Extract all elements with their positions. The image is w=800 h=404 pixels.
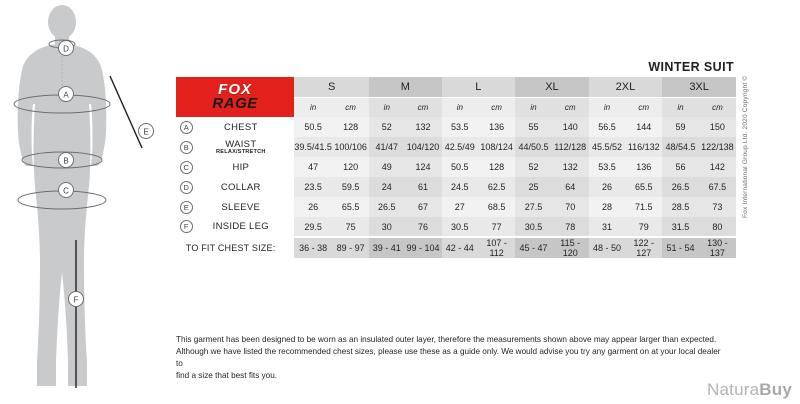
cell: 76 [404, 217, 441, 237]
cell: 28.5 [662, 197, 699, 217]
cell: 62.5 [478, 177, 515, 197]
cell: 44/50.5 [515, 137, 552, 157]
fit-chest-size-label: TO FIT CHEST SIZE: [176, 237, 294, 258]
cell: 108/124 [478, 137, 515, 157]
row-badge [176, 177, 196, 197]
cell: 48/54.5 [662, 137, 699, 157]
unit-xl-in: in [515, 97, 552, 117]
row-label-waist: WAIST RELAX/STRETCH [196, 137, 294, 157]
cell: 104/120 [404, 137, 441, 157]
cell: 116/132 [625, 137, 662, 157]
cell: 64 [552, 177, 589, 197]
cell: 78 [552, 217, 589, 237]
cell: 53.5 [589, 157, 626, 177]
size-col-l: L [442, 77, 516, 97]
cell: 41/47 [369, 137, 404, 157]
cell: 31 [589, 217, 626, 237]
row-badge [176, 217, 196, 237]
cell: 89 - 97 [332, 237, 369, 258]
cell: 136 [625, 157, 662, 177]
cell: 61 [404, 177, 441, 197]
cell: 47 [294, 157, 332, 177]
page-title: WINTER SUIT [648, 60, 734, 74]
row-label-chest: CHEST [196, 117, 294, 137]
cell: 80 [699, 217, 736, 237]
watermark [707, 380, 792, 400]
table-row [176, 197, 736, 217]
unit-xl-cm: cm [552, 97, 589, 117]
cell: 28 [589, 197, 626, 217]
cell: 27.5 [515, 197, 552, 217]
cell: 39 - 41 [369, 237, 404, 258]
cell: 30.5 [442, 217, 479, 237]
unit-s-in: in [294, 97, 332, 117]
figure-marker-e: E [143, 127, 149, 137]
table-row [176, 157, 736, 177]
cell: 77 [478, 217, 515, 237]
cell: 150 [699, 117, 736, 137]
cell: 52 [369, 117, 404, 137]
row-label-hip: HIP [196, 157, 294, 177]
cell: 26 [294, 197, 332, 217]
figure-marker-b: B [63, 156, 69, 166]
unit-2xl-in: in [589, 97, 626, 117]
cell: 50.5 [294, 117, 332, 137]
cell: 48 - 50 [589, 237, 626, 258]
row-sublabel-waist: RELAX/STRETCH [216, 149, 266, 155]
cell: 68.5 [478, 197, 515, 217]
disclaimer-note [176, 334, 721, 382]
unit-m-in: in [369, 97, 404, 117]
cell: 124 [404, 157, 441, 177]
row-label-sleeve: SLEEVE [196, 197, 294, 217]
cell: 115 - 120 [552, 237, 589, 258]
row-label-collar: COLLAR [196, 177, 294, 197]
fit-chest-size-row [176, 237, 736, 258]
brand-logo-fox: FOX [218, 81, 253, 99]
row-badge [176, 197, 196, 217]
cell: 67 [404, 197, 441, 217]
size-col-xl: XL [515, 77, 589, 97]
cell: 42 - 44 [442, 237, 479, 258]
unit-2xl-cm: cm [625, 97, 662, 117]
cell: 45 - 47 [515, 237, 552, 258]
figure-marker-a: A [63, 90, 69, 100]
cell: 42.5/49 [442, 137, 479, 157]
unit-s-cm: cm [332, 97, 369, 117]
size-col-3xl: 3XL [662, 77, 736, 97]
size-col-s: S [294, 77, 369, 97]
cell: 36 - 38 [294, 237, 332, 258]
badge-e: E [180, 201, 193, 214]
cell: 100/106 [332, 137, 369, 157]
row-badge [176, 117, 196, 137]
cell: 30 [369, 217, 404, 237]
size-header-row [176, 77, 736, 97]
cell: 142 [699, 157, 736, 177]
cell: 99 - 104 [404, 237, 441, 258]
note-line-3: find a size that best fits you. [176, 370, 278, 380]
size-table [176, 77, 736, 258]
cell: 132 [552, 157, 589, 177]
row-badge [176, 157, 196, 177]
cell: 24 [369, 177, 404, 197]
body-figure-svg [0, 0, 180, 404]
badge-c: C [180, 161, 193, 174]
cell: 73 [699, 197, 736, 217]
unit-m-cm: cm [404, 97, 441, 117]
cell: 65.5 [332, 197, 369, 217]
cell: 56.5 [589, 117, 626, 137]
cell: 120 [332, 157, 369, 177]
unit-3xl-cm: cm [699, 97, 736, 117]
cell: 26.5 [662, 177, 699, 197]
copyright-text: Fox International Group Ltd. 2020 Copyright © [742, 75, 749, 218]
size-table-area [176, 60, 736, 258]
note-line-2: Although we have listed the recommended chest sizes, please use these as a guide only. We would advise you try any garment on at your local dealer to [176, 346, 721, 368]
cell: 67.5 [699, 177, 736, 197]
cell: 49 [369, 157, 404, 177]
cell: 128 [332, 117, 369, 137]
cell: 55 [515, 117, 552, 137]
cell: 39.5/41.5 [294, 137, 332, 157]
cell: 30.5 [515, 217, 552, 237]
cell: 128 [478, 157, 515, 177]
cell: 122/138 [699, 137, 736, 157]
body-figure-panel [0, 0, 180, 404]
cell: 59 [662, 117, 699, 137]
badge-b: B [180, 141, 193, 154]
cell: 130 - 137 [699, 237, 736, 258]
cell: 31.5 [662, 217, 699, 237]
note-line-1: This garment has been designed to be worn as an insulated outer layer, therefore the measurements shown above may appear larger than expected. [176, 335, 717, 344]
cell: 56 [662, 157, 699, 177]
table-row [176, 217, 736, 237]
cell: 29.5 [294, 217, 332, 237]
cell: 59.5 [332, 177, 369, 197]
cell: 75 [332, 217, 369, 237]
cell: 27 [442, 197, 479, 217]
cell: 53.5 [442, 117, 479, 137]
cell: 50.5 [442, 157, 479, 177]
cell: 79 [625, 217, 662, 237]
watermark-light: Natura [707, 380, 760, 399]
cell: 24.5 [442, 177, 479, 197]
cell: 122 - 127 [625, 237, 662, 258]
cell: 51 - 54 [662, 237, 699, 258]
badge-d: D [180, 181, 193, 194]
cell: 65.5 [625, 177, 662, 197]
row-label-inside-leg: INSIDE LEG [196, 217, 294, 237]
cell: 112/128 [552, 137, 589, 157]
cell: 45.5/52 [589, 137, 626, 157]
size-col-2xl: 2XL [589, 77, 663, 97]
brand-logo-rage: RAGE [212, 95, 258, 113]
cell: 140 [552, 117, 589, 137]
cell: 26.5 [369, 197, 404, 217]
unit-l-in: in [442, 97, 479, 117]
cell: 70 [552, 197, 589, 217]
watermark-bold: Buy [759, 380, 792, 399]
table-row [176, 177, 736, 197]
unit-3xl-in: in [662, 97, 699, 117]
cell: 26 [589, 177, 626, 197]
size-col-m: M [369, 77, 441, 97]
unit-l-cm: cm [478, 97, 515, 117]
figure-marker-c: C [63, 186, 69, 196]
cell: 25 [515, 177, 552, 197]
cell: 107 - 112 [478, 237, 515, 258]
figure-marker-d: D [63, 44, 69, 54]
table-row [176, 137, 736, 157]
badge-f: F [180, 220, 193, 233]
brand-logo [176, 77, 294, 117]
badge-a: A [180, 121, 193, 134]
cell: 144 [625, 117, 662, 137]
cell: 71.5 [625, 197, 662, 217]
table-row [176, 117, 736, 137]
cell: 132 [404, 117, 441, 137]
cell: 52 [515, 157, 552, 177]
figure-marker-f: F [73, 295, 79, 305]
cell: 23.5 [294, 177, 332, 197]
cell: 136 [478, 117, 515, 137]
row-badge [176, 137, 196, 157]
